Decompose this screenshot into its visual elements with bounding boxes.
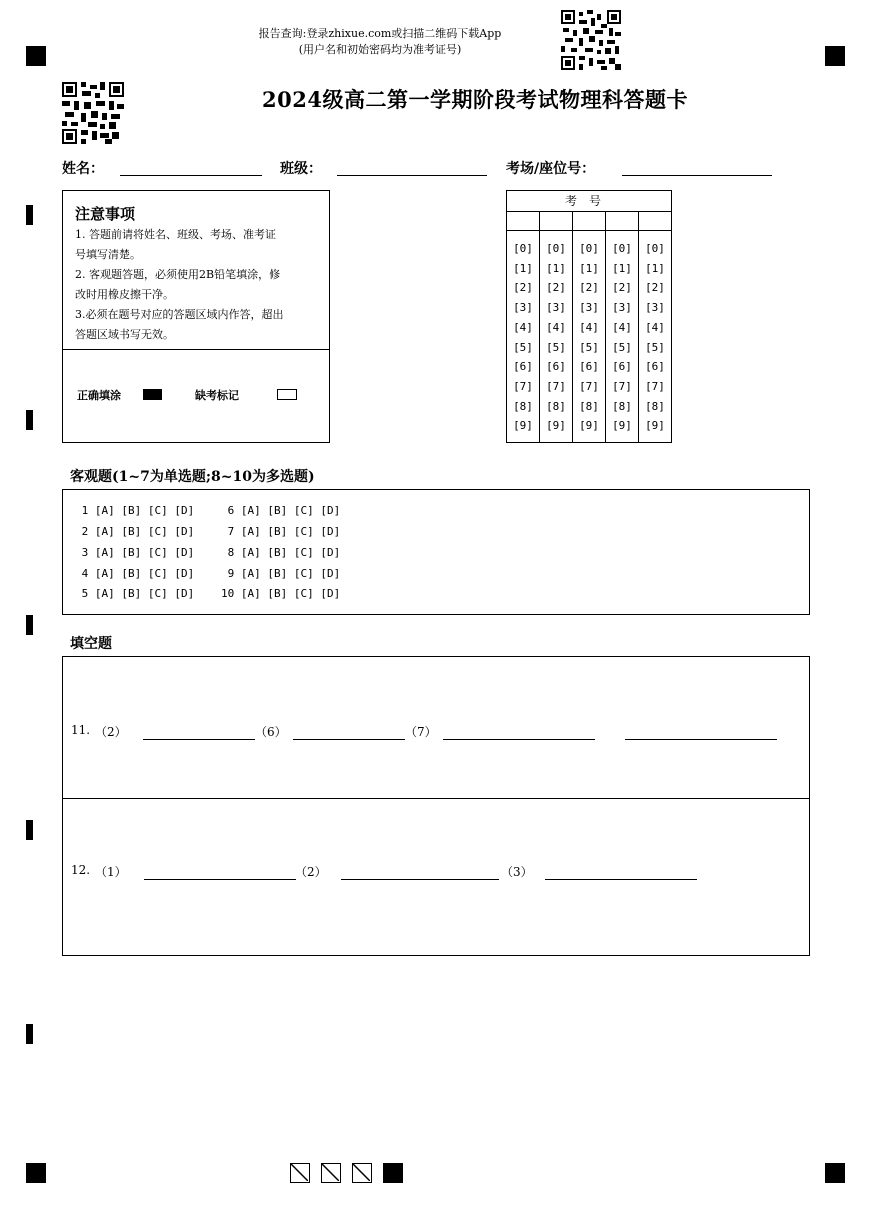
notice-box xyxy=(62,190,330,443)
corner-marker-bottom-right xyxy=(825,1163,845,1183)
exam-digit-bubble[interactable]: [9] xyxy=(612,419,632,433)
exam-digit-bubble[interactable]: [8] xyxy=(513,399,533,413)
exam-digit-bubble[interactable]: [7] xyxy=(612,379,632,393)
question-12-part-label: （1） xyxy=(95,865,127,879)
answer-blank[interactable] xyxy=(144,879,296,880)
exam-digit-bubble[interactable]: [6] xyxy=(546,360,566,374)
seat-field[interactable] xyxy=(622,175,772,176)
fill-in-heading: 填空题 xyxy=(70,636,112,652)
objective-question-row[interactable]: 9 [A] [B] [C] [D] xyxy=(221,567,341,580)
exam-digit-bubble[interactable]: [6] xyxy=(513,360,533,374)
page-marker-solid xyxy=(383,1163,403,1183)
exam-digit-bubble[interactable]: [8] xyxy=(546,399,566,413)
question-11-part-label: （6） xyxy=(255,725,287,739)
answer-blank[interactable] xyxy=(341,879,499,880)
question-11-part-label: （2） xyxy=(95,725,127,739)
absent-mark-box[interactable] xyxy=(277,389,297,400)
question-12-part-label: （3） xyxy=(501,865,533,879)
report-query-info xyxy=(215,26,545,58)
answer-blank[interactable] xyxy=(545,879,697,880)
corner-marker-top-left xyxy=(26,46,46,66)
seat-label: 考场/座位号： xyxy=(506,161,596,177)
notice-line: 1. 答题前请将姓名、班级、考场、准考证 xyxy=(75,228,276,241)
objective-question-row[interactable]: 2 [A] [B] [C] [D] xyxy=(75,525,195,538)
exam-digit-bubble[interactable]: [7] xyxy=(546,379,566,393)
question-12-number: 12. xyxy=(71,863,91,877)
answer-blank[interactable] xyxy=(143,739,255,740)
exam-digit-bubble[interactable]: [0] xyxy=(546,242,566,255)
page-marker-slash-icon xyxy=(290,1163,310,1183)
exam-number-column xyxy=(573,212,606,442)
exam-digit-bubble[interactable]: [2] xyxy=(645,281,665,295)
exam-digit-bubble[interactable]: [7] xyxy=(579,379,599,393)
exam-number-digit-box[interactable] xyxy=(507,212,539,231)
exam-digit-bubble[interactable]: [5] xyxy=(579,340,599,354)
report-query-line: 报告查询:登录zhixue.com或扫描二维码下载App xyxy=(258,27,502,40)
notice-line: 号填写清楚。 xyxy=(75,248,141,261)
name-field[interactable] xyxy=(120,175,262,176)
timing-mark xyxy=(26,615,33,635)
divider xyxy=(63,349,329,350)
question-11-part-label: （7） xyxy=(405,725,437,739)
exam-digit-bubble[interactable]: [4] xyxy=(579,320,599,334)
exam-digit-bubble[interactable]: [7] xyxy=(645,379,665,393)
exam-digit-bubble[interactable]: [3] xyxy=(645,301,665,315)
notice-line: 改时用橡皮擦干净。 xyxy=(75,288,174,301)
exam-number-column xyxy=(540,212,573,442)
objective-heading: 客观题(1~7为单选题;8~10为多选题) xyxy=(70,469,315,485)
page-marker-slash-icon xyxy=(321,1163,341,1183)
page-title: 2024级高二第一学期阶段考试物理科答题卡 xyxy=(262,87,688,112)
exam-digit-bubble[interactable]: [1] xyxy=(579,261,599,275)
objective-answer-box xyxy=(62,489,810,615)
exam-digit-bubble[interactable]: [4] xyxy=(546,320,566,334)
divider xyxy=(63,798,809,799)
answer-blank[interactable] xyxy=(293,739,405,740)
notice-line: 2. 客观题答题，必须使用2B铅笔填涂，修 xyxy=(75,268,281,281)
answer-blank[interactable] xyxy=(443,739,595,740)
exam-digit-bubble[interactable]: [2] xyxy=(579,281,599,295)
exam-digit-bubble[interactable]: [9] xyxy=(645,419,665,433)
exam-digit-bubble[interactable]: [1] xyxy=(546,261,566,275)
exam-digit-bubble[interactable]: [0] xyxy=(645,242,665,255)
exam-digit-bubble[interactable]: [0] xyxy=(579,242,599,255)
class-field[interactable] xyxy=(337,175,487,176)
exam-digit-bubble[interactable]: [6] xyxy=(579,360,599,374)
objective-question-row[interactable]: 3 [A] [B] [C] [D] xyxy=(75,546,195,559)
objective-question-row[interactable]: 7 [A] [B] [C] [D] xyxy=(221,525,341,538)
exam-number-header: 考号 xyxy=(507,191,671,212)
exam-digit-bubble[interactable]: [2] xyxy=(513,281,533,295)
exam-digit-bubble[interactable]: [3] xyxy=(546,301,566,315)
exam-digit-bubble[interactable]: [5] xyxy=(513,340,533,354)
exam-digit-bubble[interactable]: [5] xyxy=(645,340,665,354)
corner-marker-bottom-left xyxy=(26,1163,46,1183)
timing-mark xyxy=(26,410,33,430)
exam-digit-bubble[interactable]: [4] xyxy=(645,320,665,334)
exam-digit-bubble[interactable]: [1] xyxy=(612,261,632,275)
class-label: 班级： xyxy=(280,161,322,177)
exam-digit-bubble[interactable]: [1] xyxy=(645,261,665,275)
exam-digit-bubble[interactable]: [5] xyxy=(546,340,566,354)
exam-digit-bubble[interactable]: [4] xyxy=(513,320,533,334)
qr-code-icon xyxy=(561,10,621,70)
exam-digit-bubble[interactable]: [0] xyxy=(513,242,533,255)
exam-digit-bubble[interactable]: [2] xyxy=(546,281,566,295)
objective-question-row[interactable]: 1 [A] [B] [C] [D] xyxy=(75,504,195,517)
notice-title: 注意事项 xyxy=(75,205,136,223)
exam-digit-bubble[interactable]: [0] xyxy=(612,242,632,255)
filled-swatch xyxy=(143,389,162,400)
exam-digit-bubble[interactable]: [8] xyxy=(645,399,665,413)
exam-digit-bubble[interactable]: [9] xyxy=(513,419,533,433)
exam-digit-bubble[interactable]: [5] xyxy=(612,340,632,354)
notice-line: 答题区域书写无效。 xyxy=(75,328,174,341)
exam-digit-bubble[interactable]: [6] xyxy=(612,360,632,374)
exam-digit-bubble[interactable]: [4] xyxy=(612,320,632,334)
exam-digit-bubble[interactable]: [7] xyxy=(513,379,533,393)
timing-mark xyxy=(26,1024,33,1044)
exam-number-grid xyxy=(506,190,672,443)
question-12-part-label: （2） xyxy=(295,865,327,879)
exam-digit-bubble[interactable]: [9] xyxy=(579,419,599,433)
objective-question-row[interactable]: 5 [A] [B] [C] [D] xyxy=(75,587,195,600)
absent-mark-label: 缺考标记 xyxy=(195,389,239,402)
fill-in-answer-box xyxy=(62,656,810,956)
exam-digit-bubble[interactable]: [2] xyxy=(612,281,632,295)
exam-digit-bubble[interactable]: [6] xyxy=(645,360,665,374)
question-11-number: 11. xyxy=(71,723,91,737)
exam-digit-bubble[interactable]: [3] xyxy=(513,301,533,315)
correct-fill-label: 正确填涂 xyxy=(77,389,121,402)
login-hint-line: (用户名和初始密码均为准考证号) xyxy=(298,43,462,56)
exam-digit-bubble[interactable]: [3] xyxy=(579,301,599,315)
exam-digit-bubble[interactable]: [3] xyxy=(612,301,632,315)
objective-question-row[interactable]: 6 [A] [B] [C] [D] xyxy=(221,504,341,517)
exam-number-digit-box[interactable] xyxy=(639,212,671,231)
exam-digit-bubble[interactable]: [8] xyxy=(579,399,599,413)
page-marker-slash-icon xyxy=(352,1163,372,1183)
corner-marker-top-right xyxy=(825,46,845,66)
qr-code-icon xyxy=(62,82,124,144)
exam-number-digit-box[interactable] xyxy=(606,212,638,231)
exam-number-digit-box[interactable] xyxy=(540,212,572,231)
objective-question-row[interactable]: 10 [A] [B] [C] [D] xyxy=(221,587,341,600)
exam-digit-bubble[interactable]: [9] xyxy=(546,419,566,433)
exam-number-column xyxy=(606,212,639,442)
exam-number-column xyxy=(639,212,671,442)
exam-digit-bubble[interactable]: [1] xyxy=(513,261,533,275)
exam-number-column xyxy=(507,212,540,442)
objective-question-row[interactable]: 4 [A] [B] [C] [D] xyxy=(75,567,195,580)
timing-mark xyxy=(26,820,33,840)
notice-line: 3.必须在题号对应的答题区域内作答，超出 xyxy=(75,308,284,321)
exam-number-digit-box[interactable] xyxy=(573,212,605,231)
name-label: 姓名： xyxy=(62,161,104,177)
exam-digit-bubble[interactable]: [8] xyxy=(612,399,632,413)
timing-mark xyxy=(26,205,33,225)
answer-blank[interactable] xyxy=(625,739,777,740)
objective-question-row[interactable]: 8 [A] [B] [C] [D] xyxy=(221,546,341,559)
